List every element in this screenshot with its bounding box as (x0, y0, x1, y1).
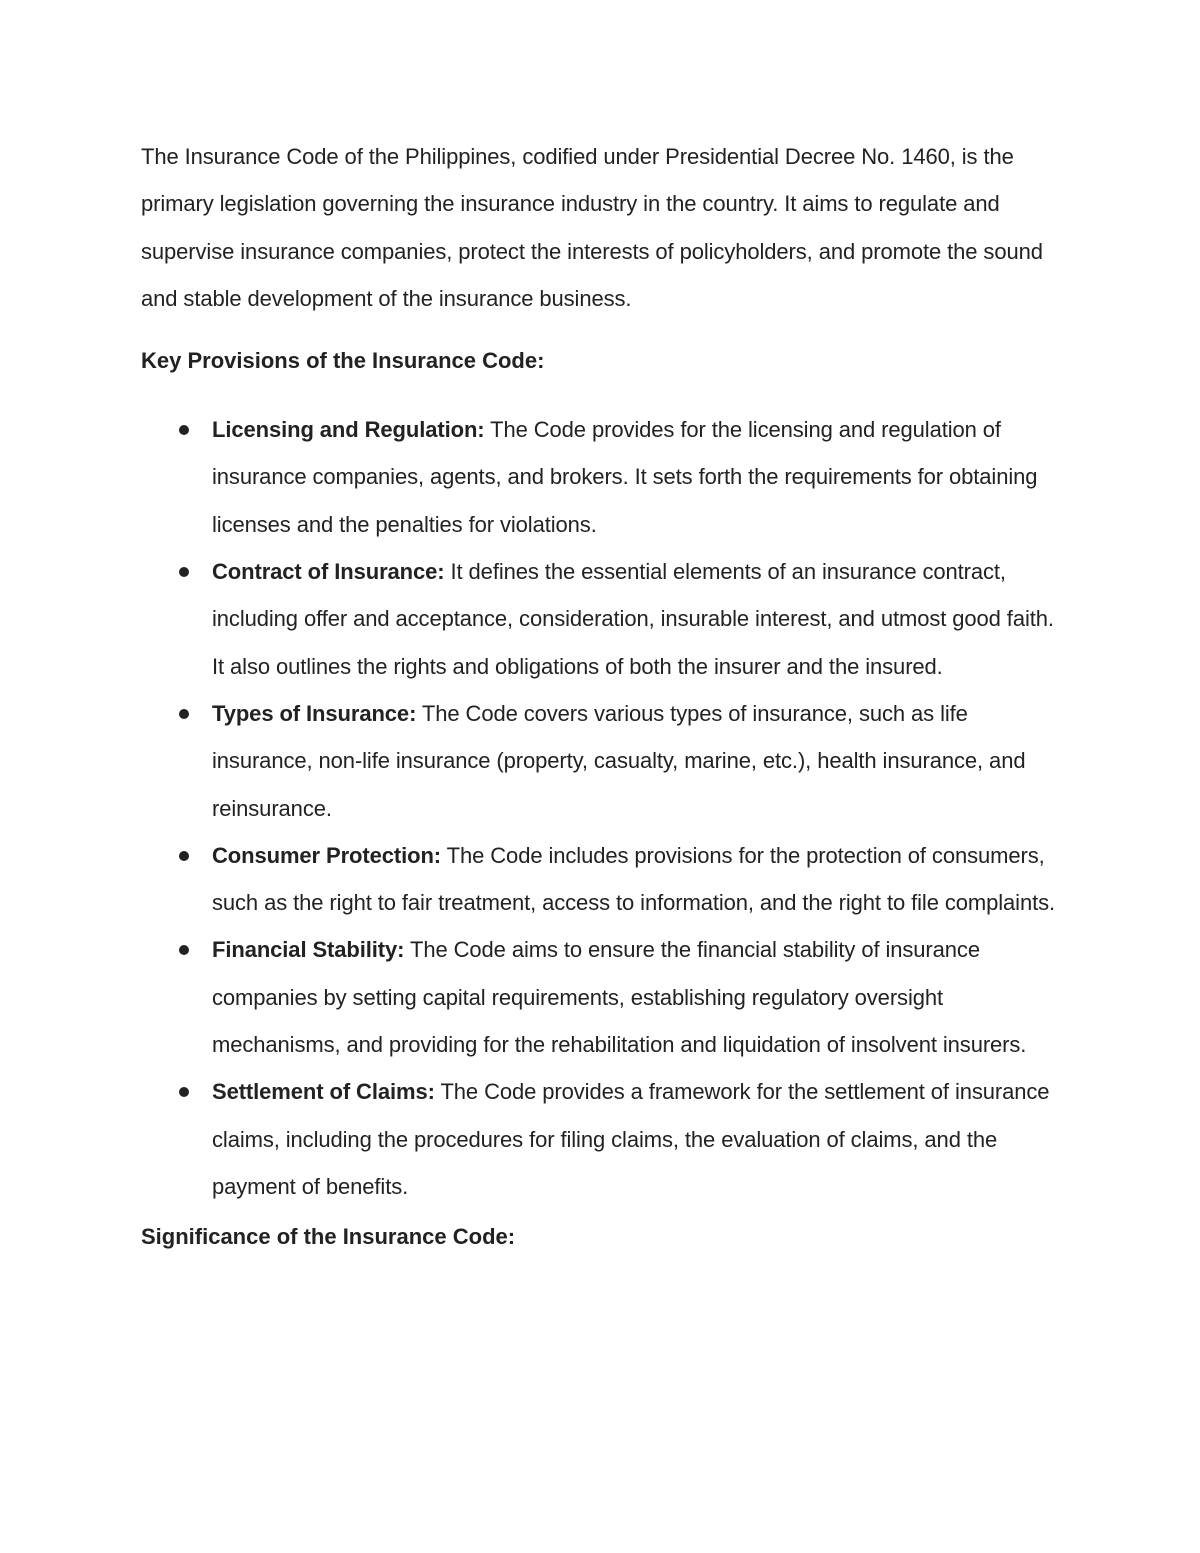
provision-term: Financial Stability: (212, 937, 405, 963)
provision-term: Settlement of Claims: (212, 1079, 435, 1105)
provision-text: The Code includes provisions for the protection of consumers, such as the right to fair treatment, access to information, and the right to file complaints. (212, 842, 1056, 916)
provisions-list (141, 406, 1061, 1210)
provision-term: Contract of Insurance: (212, 559, 445, 585)
bullet-icon (179, 425, 189, 435)
document-page (141, 133, 1061, 1252)
bullet-icon (179, 567, 189, 577)
bullet-icon (179, 945, 189, 955)
list-item (141, 690, 1061, 832)
provision-term: Consumer Protection: (212, 842, 442, 868)
provision-text: The Code covers various types of insurance, such as life insurance, non-life insurance (property, casualty, marine, etc.), health insurance, and reinsurance. (212, 700, 1026, 821)
provision-text: The Code provides for the licensing and regulation of insurance companies, agents, and brokers. It sets forth the requirements for obtaining licenses and the penalties for violations. (212, 417, 1038, 537)
list-item (141, 548, 1061, 690)
provision-term: Licensing and Regulation: (212, 417, 485, 443)
intro-paragraph: The Insurance Code of the Philippines, codified under Presidential Decree No. 1460, is the primary legislation governing the insurance industry in the country. It aims to regulate and supervise insurance companies, protect the interests of policyholders, and promote the sound and stable development of the insurance business. (141, 144, 1043, 311)
bullet-icon (179, 851, 189, 861)
provision-text: The Code provides a framework for the settlement of insurance claims, including the procedures for filing claims, the evaluation of claims, and the payment of benefits. (212, 1079, 1050, 1199)
bullet-icon (179, 709, 189, 719)
significance-heading: Significance of the Insurance Code: (141, 1224, 516, 1250)
provision-text: The Code aims to ensure the financial stability of insurance companies by setting capital requirements, establishing regulatory oversight mechanisms, and providing for the rehabilitation and liquidation of insolvent insurers. (212, 937, 1027, 1058)
provision-term: Types of Insurance: (212, 700, 417, 726)
list-item (141, 926, 1061, 1068)
provision-text: It defines the essential elements of an insurance contract, including offer and acceptance, consideration, insurable interest, and utmost good faith. It also outlines the rights and obligations of both the insurer and the insured. (212, 559, 1054, 679)
bullet-icon (179, 1087, 189, 1097)
list-item (141, 1068, 1061, 1210)
list-item (141, 406, 1061, 548)
list-item (141, 832, 1061, 927)
key-provisions-heading: Key Provisions of the Insurance Code: (141, 348, 545, 374)
